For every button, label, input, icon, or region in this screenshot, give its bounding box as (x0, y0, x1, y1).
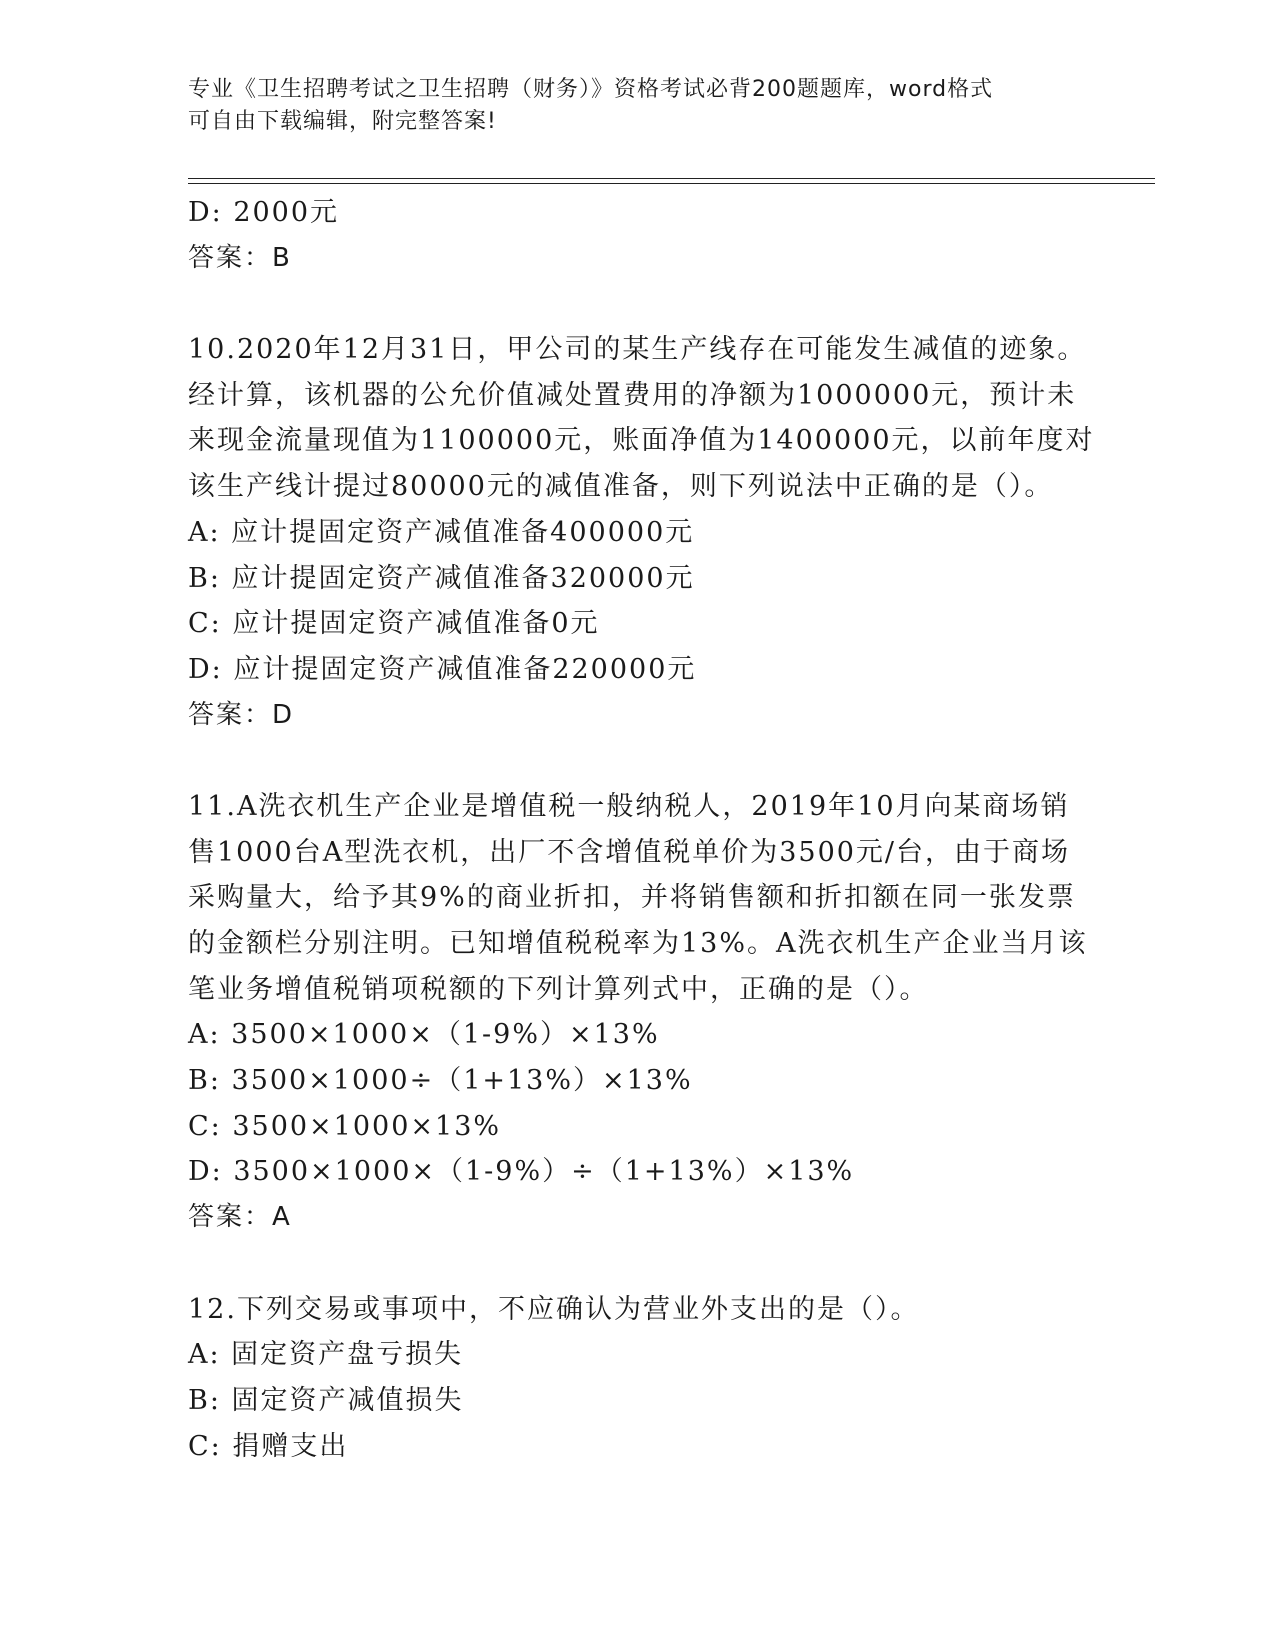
question-12 (188, 1287, 1088, 1470)
q11-option-c: C: 3500×1000×13% (188, 1110, 502, 1142)
q10-option-a: A: 应计提固定资产减值准备400000元 (188, 516, 695, 548)
q11-stem-line: 的金额栏分别注明。已知增值税税率为13%。A洗衣机生产企业当月该 (188, 928, 1088, 959)
q12-option-c: C: 捐赠支出 (188, 1430, 349, 1462)
q11-stem-line: 采购量大，给予其9%的商业折扣，并将销售额和折扣额在同一张发票 (188, 882, 1076, 914)
q10-stem-line: 该生产线计提过80000元的减值准备，则下列说法中正确的是（）。 (188, 471, 1054, 503)
header-title-line-2: 可自由下载编辑，附完整答案! (188, 109, 497, 134)
header-divider-top (188, 178, 1155, 179)
q11-stem-line: 笔业务增值税销项税额的下列计算列式中，正确的是（）。 (188, 973, 929, 1005)
q11-answer: 答案：A (188, 1202, 292, 1233)
q11-option-d: D: 3500×1000×（1-9%）÷（1+13%）×13% (188, 1156, 855, 1188)
header-title-line-1: 专业《卫生招聘考试之卫生招聘（财务）》资格考试必背200题题库，word格式 (188, 77, 994, 102)
q10-stem-line: 经计算，该机器的公允价值减处置费用的净额为1000000元，预计未 (188, 379, 1077, 411)
q12-option-a: A: 固定资产盘亏损失 (188, 1339, 464, 1371)
q10-answer: 答案：D (188, 699, 295, 730)
q11-stem-line: 售1000台A型洗衣机，出厂不含增值税单价为3500元/台，由于商场 (188, 836, 1071, 868)
q10-option-b: B: 应计提固定资产减值准备320000元 (188, 562, 695, 594)
q12-stem-line: 12.下列交易或事项中，不应确认为营业外支出的是（）。 (188, 1293, 920, 1325)
header-divider-bottom (188, 183, 1155, 184)
spacer (188, 738, 1088, 784)
q11-option-a: A: 3500×1000×（1-9%）×13% (188, 1019, 660, 1051)
page-header (188, 74, 1088, 138)
question-content (188, 190, 1095, 1469)
q9-answer: 答案：B (188, 242, 292, 273)
q10-option-d: D: 应计提固定资产减值准备220000元 (188, 653, 697, 685)
question-10 (188, 327, 1095, 738)
spacer (188, 281, 1088, 327)
q9-option-d: D: 2000元 (188, 197, 340, 228)
q10-stem-line: 来现金流量现值为1100000元，账面净值为1400000元，以前年度对 (188, 425, 1095, 457)
q11-option-b: B: 3500×1000÷（1+13%）×13% (188, 1065, 693, 1097)
q10-option-c: C: 应计提固定资产减值准备0元 (188, 608, 600, 640)
question-11 (188, 784, 1088, 1241)
q10-stem-line: 10.2020年12月31日，甲公司的某生产线存在可能发生减值的迹象。 (188, 334, 1087, 366)
q11-stem-line: 11.A洗衣机生产企业是增值税一般纳税人，2019年10月向某商场销 (188, 790, 1070, 822)
q12-option-b: B: 固定资产减值损失 (188, 1384, 464, 1416)
spacer (188, 1241, 1088, 1287)
